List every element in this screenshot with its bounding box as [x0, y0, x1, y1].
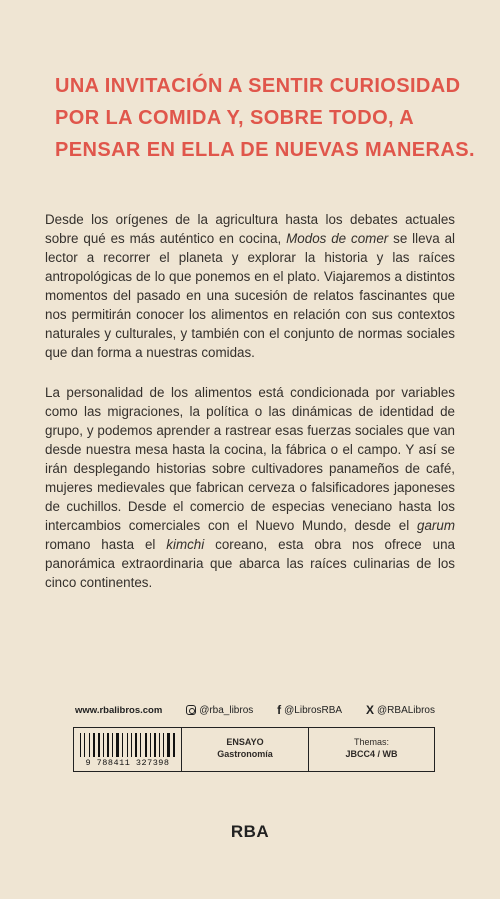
barcode-bar	[167, 733, 170, 757]
themes-cell	[309, 728, 434, 771]
barcode-bar	[91, 733, 92, 757]
facebook-handle: @LibrosRBA	[284, 704, 343, 716]
category-label: ENSAYO	[226, 737, 264, 747]
barcode-bar	[101, 733, 102, 757]
category-cell	[182, 728, 309, 771]
barcode-bar	[173, 733, 175, 757]
barcode-bar	[135, 733, 137, 757]
facebook-icon: f	[277, 703, 282, 717]
barcode-bar	[120, 733, 121, 757]
instagram-link[interactable]	[186, 705, 253, 716]
barcode-bar	[133, 733, 134, 757]
barcode-bar	[105, 733, 106, 757]
barcode-bar	[89, 733, 90, 757]
synopsis	[45, 210, 455, 613]
isbn-number: 9 788411 327398	[85, 758, 170, 768]
barcode-bar	[107, 733, 109, 757]
barcode-bar	[98, 733, 100, 757]
barcode-bar	[82, 733, 83, 757]
headline-line-1: UNA INVITACIÓN A SENTIR CURIOSIDAD	[55, 75, 461, 97]
paragraph-2	[45, 383, 455, 592]
barcode-bar	[159, 733, 160, 757]
themes-label: Themas:	[353, 737, 389, 747]
barcode-bar	[148, 733, 149, 757]
x-link[interactable]	[366, 703, 435, 717]
subcategory-label: Gastronomía	[217, 749, 273, 759]
barcode-bar	[93, 733, 96, 757]
barcode-bar	[152, 733, 153, 757]
garum-term: garum	[417, 518, 455, 533]
barcode-bar	[142, 733, 145, 757]
barcode-bar	[154, 733, 156, 757]
paragraph-1	[45, 210, 455, 362]
barcode-bar	[122, 733, 123, 757]
barcode-bar	[124, 733, 126, 757]
barcode-bar	[138, 733, 139, 757]
barcode-bar	[150, 733, 151, 757]
barcode-bar	[103, 733, 104, 757]
barcode-bar	[116, 733, 119, 757]
instagram-icon	[186, 705, 196, 715]
barcode-bar	[157, 733, 158, 757]
book-info-box	[73, 727, 435, 772]
headline	[55, 70, 475, 166]
barcode	[80, 733, 176, 757]
barcode-bar	[171, 733, 172, 757]
barcode-bar	[128, 733, 130, 757]
barcode-bar	[86, 733, 88, 757]
x-handle: @RBALibros	[377, 704, 435, 716]
barcode-bar	[96, 733, 97, 757]
kimchi-term: kimchi	[166, 537, 205, 552]
paragraph-1-start: Desde los orígenes de la agricultura hasta los debates actuales sobre qué es más auténtico en cocina,	[45, 212, 455, 246]
website-link[interactable]: www.rbalibros.com	[75, 704, 163, 716]
barcode-bar	[140, 733, 141, 757]
barcode-cell	[74, 728, 182, 771]
facebook-link[interactable]	[277, 703, 342, 717]
headline-line-2: POR LA COMIDA Y, SOBRE TODO, A	[55, 107, 415, 129]
paragraph-2-part-2: romano hasta el	[45, 537, 167, 552]
barcode-bar	[163, 733, 164, 757]
headline-line-3: PENSAR EN ELLA DE NUEVAS MANERAS.	[55, 139, 475, 161]
barcode-bar	[80, 733, 82, 757]
barcode-bar	[84, 733, 85, 757]
barcode-bar	[112, 733, 113, 757]
barcode-bar	[114, 733, 115, 757]
barcode-bar	[127, 733, 128, 757]
x-icon: X	[366, 703, 375, 717]
paragraph-2-part-1: La personalidad de los alimentos está condicionada por variables como las migraciones, la política o las dinámicas de identidad de grupo, y podemos aprender a rastrear esas fuerzas sociales que van desde nuestra mesa hasta la cocina, la fábrica o el campo. Y así se irán desplegando historias sobre cultivadores panameños de café, mujeres medievales que fabrican cerveza o falsificadores japoneses de cuchillos. Desde el comercio de especias veneciano hasta los intercambios comerciales con el Nuevo Mundo, desde el	[45, 385, 455, 533]
barcode-bar	[165, 733, 166, 757]
themes-code: JBCC4 / WB	[345, 749, 398, 759]
barcode-bar	[161, 733, 163, 757]
barcode-bar	[131, 733, 132, 757]
social-links	[75, 703, 435, 717]
barcode-bar	[110, 733, 112, 757]
book-title: Modos de comer	[286, 231, 389, 246]
instagram-handle: @rba_libros	[199, 704, 254, 716]
barcode-bar	[145, 733, 147, 757]
paragraph-2-part-3: coreano, esta obra nos ofrece una panorámica extraordinaria que abarca las raíces culinarias de los cinco continentes.	[45, 537, 455, 590]
publisher-logo: RBA	[230, 822, 270, 841]
paragraph-1-end: se lleva al lector a recorrer el planeta y explorar la historia y las raíces antropológicas de lo que ponemos en el plato. Viajaremos a distintos momentos del pasado en una sucesión de relatos fascinantes que nos permitirán conocer los alimentos en relación con sus contextos naturales y culturales, y también con el conjunto de normas sociales que dan forma a nuestras comidas.	[45, 231, 456, 360]
